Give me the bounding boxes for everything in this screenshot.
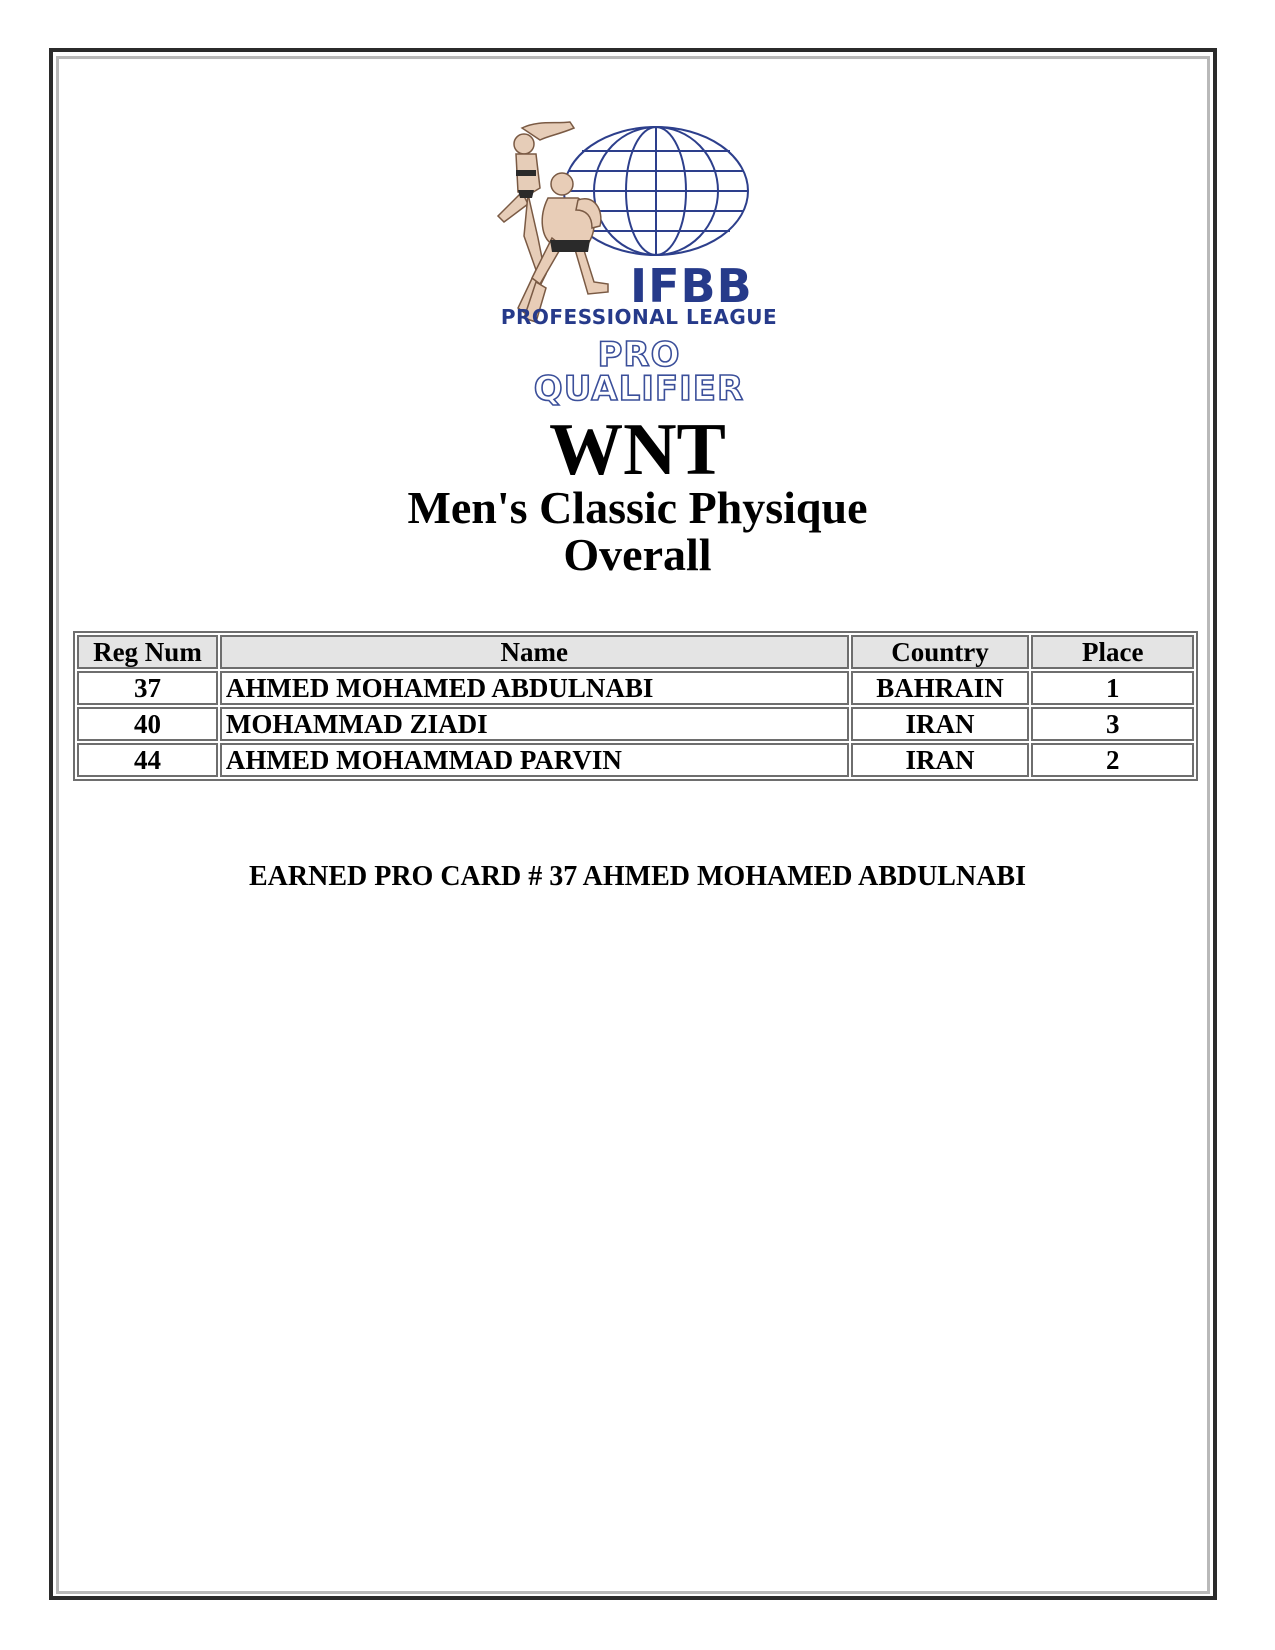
name-cell: AHMED MOHAMED ABDULNABI [220,671,849,705]
reg-num-cell: 40 [77,707,218,741]
table-row [77,743,1194,777]
logo-qualifier-text: PRO QUALIFIER [533,335,745,409]
column-header-reg-num: Reg Num [77,635,218,669]
logo-ifbb-text: IFBB [630,259,753,313]
pro-card-note: EARNED PRO CARD # 37 AHMED MOHAMED ABDULNABI [248,861,1026,892]
column-header-country: Country [851,635,1030,669]
results-table [73,631,1198,781]
place-cell: 2 [1031,743,1194,777]
name-cell: MOHAMMAD ZIADI [220,707,849,741]
logo-league-text: PROFESSIONAL LEAGUE [500,305,778,329]
place-cell: 3 [1031,707,1194,741]
country-cell: IRAN [851,707,1030,741]
column-header-name: Name [220,635,849,669]
name-cell: AHMED MOHAMMAD PARVIN [220,743,849,777]
table-row [77,707,1194,741]
reg-num-cell: 44 [77,743,218,777]
table-header-row [77,635,1194,669]
division-title: Men's Classic Physique [407,482,868,533]
event-title: WNT [549,409,726,491]
reg-num-cell: 37 [77,671,218,705]
column-header-place: Place [1031,635,1194,669]
class-title: Overall [563,529,712,580]
table-row [77,671,1194,705]
country-cell: IRAN [851,743,1030,777]
country-cell: BAHRAIN [851,671,1030,705]
place-cell: 1 [1031,671,1194,705]
